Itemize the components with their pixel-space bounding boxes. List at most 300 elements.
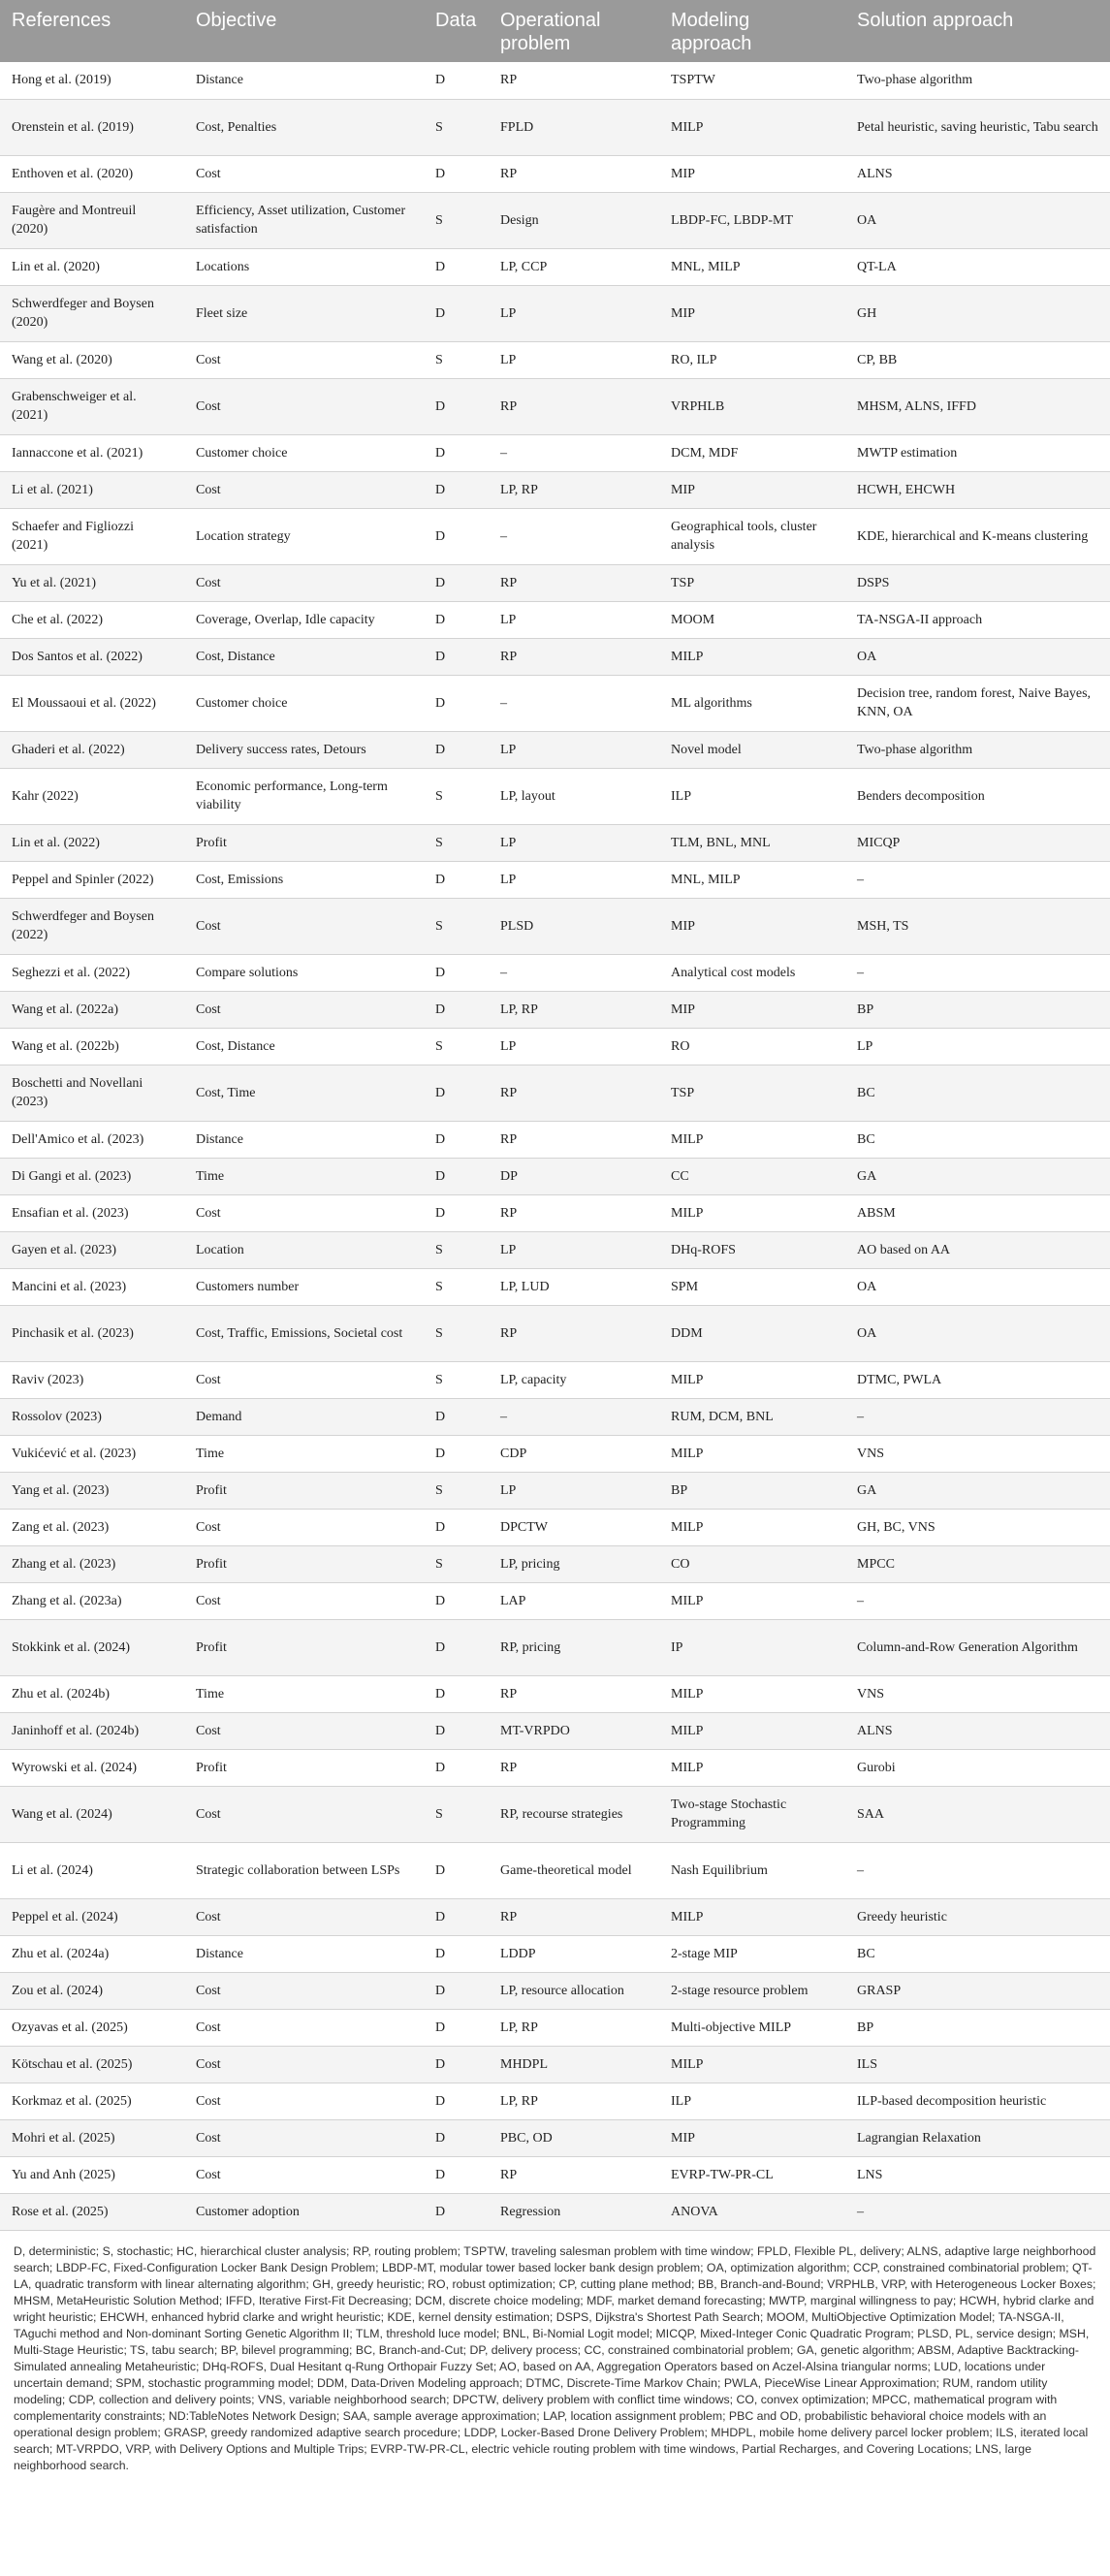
table-row — [0, 192, 1110, 248]
cell-data: S — [424, 1472, 489, 1509]
cell-operational-problem: LP, RP — [489, 2083, 659, 2119]
cell-operational-problem: LP — [489, 601, 659, 638]
cell-reference: Ozyavas et al. (2025) — [0, 2009, 184, 2046]
cell-modeling-approach: MILP — [659, 1582, 845, 1619]
cell-solution-approach: CP, BB — [845, 341, 1110, 378]
cell-solution-approach: MPCC — [845, 1545, 1110, 1582]
header-data: Data — [424, 0, 489, 62]
cell-reference: Wang et al. (2022b) — [0, 1028, 184, 1065]
cell-reference: Faugère and Montreuil (2020) — [0, 192, 184, 248]
cell-data: D — [424, 1398, 489, 1435]
cell-operational-problem: LP — [489, 731, 659, 768]
cell-objective: Cost — [184, 898, 424, 954]
cell-objective: Cost, Distance — [184, 638, 424, 675]
cell-reference: Schwerdfeger and Boysen (2020) — [0, 285, 184, 341]
cell-objective: Profit — [184, 1749, 424, 1786]
cell-modeling-approach: LBDP-FC, LBDP-MT — [659, 192, 845, 248]
table-row — [0, 731, 1110, 768]
cell-reference: Iannaccone et al. (2021) — [0, 434, 184, 471]
table-row — [0, 564, 1110, 601]
cell-solution-approach: GA — [845, 1158, 1110, 1194]
table-row — [0, 675, 1110, 731]
cell-reference: Schwerdfeger and Boysen (2022) — [0, 898, 184, 954]
cell-objective: Cost, Traffic, Emissions, Societal cost — [184, 1305, 424, 1361]
cell-solution-approach: ALNS — [845, 155, 1110, 192]
cell-data: S — [424, 1361, 489, 1398]
cell-modeling-approach: Novel model — [659, 731, 845, 768]
cell-operational-problem: – — [489, 434, 659, 471]
table-row — [0, 1121, 1110, 1158]
cell-reference: Hong et al. (2019) — [0, 62, 184, 99]
table-row — [0, 341, 1110, 378]
cell-objective: Demand — [184, 1398, 424, 1435]
header-references: References — [0, 0, 184, 62]
cell-reference: Peppel et al. (2024) — [0, 1898, 184, 1935]
table-row — [0, 954, 1110, 991]
cell-modeling-approach: VRPHLB — [659, 378, 845, 434]
cell-reference: Mohri et al. (2025) — [0, 2119, 184, 2156]
header-row — [0, 0, 1110, 62]
cell-solution-approach: ABSM — [845, 1194, 1110, 1231]
cell-modeling-approach: TSPTW — [659, 62, 845, 99]
table-row — [0, 1194, 1110, 1231]
cell-reference: Grabenschweiger et al. (2021) — [0, 378, 184, 434]
cell-data: D — [424, 471, 489, 508]
cell-reference: Wang et al. (2024) — [0, 1786, 184, 1842]
cell-data: D — [424, 675, 489, 731]
cell-objective: Cost — [184, 155, 424, 192]
cell-modeling-approach: MIP — [659, 471, 845, 508]
cell-operational-problem: RP — [489, 1121, 659, 1158]
cell-modeling-approach: MILP — [659, 1898, 845, 1935]
cell-data: D — [424, 861, 489, 898]
table-row — [0, 378, 1110, 434]
cell-objective: Cost — [184, 2083, 424, 2119]
table-row — [0, 1545, 1110, 1582]
cell-objective: Compare solutions — [184, 954, 424, 991]
cell-modeling-approach: EVRP-TW-PR-CL — [659, 2156, 845, 2193]
cell-modeling-approach: MOOM — [659, 601, 845, 638]
cell-modeling-approach: RUM, DCM, BNL — [659, 1398, 845, 1435]
cell-objective: Cost — [184, 341, 424, 378]
cell-solution-approach: Gurobi — [845, 1749, 1110, 1786]
cell-modeling-approach: CC — [659, 1158, 845, 1194]
cell-reference: Janinhoff et al. (2024b) — [0, 1712, 184, 1749]
cell-data: D — [424, 155, 489, 192]
cell-data: D — [424, 564, 489, 601]
cell-operational-problem: – — [489, 508, 659, 564]
cell-objective: Cost — [184, 471, 424, 508]
cell-solution-approach: OA — [845, 638, 1110, 675]
cell-data: D — [424, 731, 489, 768]
cell-objective: Customer choice — [184, 434, 424, 471]
cell-solution-approach: Greedy heuristic — [845, 1898, 1110, 1935]
table-row — [0, 248, 1110, 285]
table-row — [0, 898, 1110, 954]
cell-operational-problem: LP, pricing — [489, 1545, 659, 1582]
cell-reference: Zou et al. (2024) — [0, 1972, 184, 2009]
cell-operational-problem: RP — [489, 638, 659, 675]
cell-objective: Profit — [184, 1545, 424, 1582]
cell-operational-problem: RP — [489, 1065, 659, 1121]
table-row — [0, 1435, 1110, 1472]
table-row — [0, 1898, 1110, 1935]
cell-objective: Customer choice — [184, 675, 424, 731]
cell-operational-problem: RP — [489, 1194, 659, 1231]
cell-data: D — [424, 2046, 489, 2083]
table-row — [0, 2083, 1110, 2119]
cell-reference: Stokkink et al. (2024) — [0, 1619, 184, 1675]
cell-reference: Kötschau et al. (2025) — [0, 2046, 184, 2083]
table-row — [0, 1398, 1110, 1435]
cell-operational-problem: LP — [489, 861, 659, 898]
cell-reference: Zang et al. (2023) — [0, 1509, 184, 1545]
cell-operational-problem: LP, RP — [489, 471, 659, 508]
cell-solution-approach: BC — [845, 1935, 1110, 1972]
table-row — [0, 1582, 1110, 1619]
cell-operational-problem: PBC, OD — [489, 2119, 659, 2156]
cell-data: S — [424, 1305, 489, 1361]
cell-data: D — [424, 1582, 489, 1619]
cell-modeling-approach: DDM — [659, 1305, 845, 1361]
cell-objective: Profit — [184, 1619, 424, 1675]
cell-solution-approach: Petal heuristic, saving heuristic, Tabu search — [845, 99, 1110, 155]
cell-objective: Cost — [184, 2119, 424, 2156]
cell-operational-problem: LAP — [489, 1582, 659, 1619]
cell-operational-problem: LP — [489, 824, 659, 861]
cell-data: S — [424, 824, 489, 861]
cell-modeling-approach: MIP — [659, 991, 845, 1028]
cell-reference: Yu et al. (2021) — [0, 564, 184, 601]
cell-reference: Peppel and Spinler (2022) — [0, 861, 184, 898]
table-row — [0, 155, 1110, 192]
table-row — [0, 824, 1110, 861]
table-row — [0, 2046, 1110, 2083]
table-row — [0, 1842, 1110, 1898]
table-row — [0, 1158, 1110, 1194]
table-body — [0, 62, 1110, 2230]
cell-reference: Vukićević et al. (2023) — [0, 1435, 184, 1472]
cell-data: D — [424, 285, 489, 341]
table-row — [0, 1619, 1110, 1675]
cell-modeling-approach: MIP — [659, 2119, 845, 2156]
cell-reference: Seghezzi et al. (2022) — [0, 954, 184, 991]
cell-modeling-approach: MIP — [659, 285, 845, 341]
cell-operational-problem: RP — [489, 1898, 659, 1935]
cell-data: D — [424, 1121, 489, 1158]
cell-operational-problem: DPCTW — [489, 1509, 659, 1545]
cell-objective: Cost, Penalties — [184, 99, 424, 155]
cell-modeling-approach: DHq-ROFS — [659, 1231, 845, 1268]
cell-modeling-approach: IP — [659, 1619, 845, 1675]
cell-reference: Wang et al. (2022a) — [0, 991, 184, 1028]
cell-objective: Customers number — [184, 1268, 424, 1305]
table-row — [0, 1749, 1110, 1786]
cell-data: D — [424, 1675, 489, 1712]
table-row — [0, 2009, 1110, 2046]
cell-objective: Cost — [184, 1194, 424, 1231]
table-row — [0, 1712, 1110, 1749]
cell-data: D — [424, 2193, 489, 2230]
table-row — [0, 471, 1110, 508]
cell-reference: Wyrowski et al. (2024) — [0, 1749, 184, 1786]
cell-solution-approach: TA-NSGA-II approach — [845, 601, 1110, 638]
cell-objective: Strategic collaboration between LSPs — [184, 1842, 424, 1898]
table-row — [0, 1786, 1110, 1842]
cell-data: D — [424, 1509, 489, 1545]
cell-objective: Locations — [184, 248, 424, 285]
header-solution-approach: Solution approach — [845, 0, 1110, 62]
table-row — [0, 434, 1110, 471]
cell-reference: Dell'Amico et al. (2023) — [0, 1121, 184, 1158]
cell-objective: Cost, Time — [184, 1065, 424, 1121]
cell-modeling-approach: Two-stage Stochastic Programming — [659, 1786, 845, 1842]
cell-modeling-approach: MILP — [659, 1435, 845, 1472]
cell-modeling-approach: DCM, MDF — [659, 434, 845, 471]
cell-operational-problem: LP, resource allocation — [489, 1972, 659, 2009]
cell-modeling-approach: MIP — [659, 155, 845, 192]
cell-solution-approach: BP — [845, 2009, 1110, 2046]
cell-modeling-approach: 2-stage MIP — [659, 1935, 845, 1972]
cell-solution-approach: GA — [845, 1472, 1110, 1509]
cell-solution-approach: OA — [845, 192, 1110, 248]
cell-objective: Cost — [184, 1972, 424, 2009]
table-row — [0, 2119, 1110, 2156]
cell-reference: Enthoven et al. (2020) — [0, 155, 184, 192]
header-objective: Objective — [184, 0, 424, 62]
cell-reference: Ghaderi et al. (2022) — [0, 731, 184, 768]
cell-objective: Cost — [184, 1582, 424, 1619]
cell-solution-approach: VNS — [845, 1435, 1110, 1472]
cell-solution-approach: Lagrangian Relaxation — [845, 2119, 1110, 2156]
cell-modeling-approach: MILP — [659, 1509, 845, 1545]
cell-solution-approach: GRASP — [845, 1972, 1110, 2009]
cell-reference: Dos Santos et al. (2022) — [0, 638, 184, 675]
cell-modeling-approach: MILP — [659, 2046, 845, 2083]
table-row — [0, 1675, 1110, 1712]
table-row — [0, 99, 1110, 155]
cell-objective: Cost — [184, 2009, 424, 2046]
cell-objective: Location strategy — [184, 508, 424, 564]
cell-modeling-approach: Multi-objective MILP — [659, 2009, 845, 2046]
cell-data: D — [424, 991, 489, 1028]
cell-data: S — [424, 1231, 489, 1268]
cell-objective: Time — [184, 1675, 424, 1712]
cell-objective: Cost — [184, 1712, 424, 1749]
cell-solution-approach: Two-phase algorithm — [845, 731, 1110, 768]
cell-operational-problem: – — [489, 954, 659, 991]
cell-solution-approach: – — [845, 861, 1110, 898]
cell-data: D — [424, 1194, 489, 1231]
cell-solution-approach: BC — [845, 1121, 1110, 1158]
cell-data: D — [424, 1158, 489, 1194]
cell-objective: Cost, Emissions — [184, 861, 424, 898]
cell-data: S — [424, 1028, 489, 1065]
cell-operational-problem: RP — [489, 1675, 659, 1712]
cell-operational-problem: LDDP — [489, 1935, 659, 1972]
cell-solution-approach: ILS — [845, 2046, 1110, 2083]
cell-data: D — [424, 2009, 489, 2046]
cell-data: D — [424, 1935, 489, 1972]
cell-modeling-approach: TSP — [659, 1065, 845, 1121]
cell-reference: Korkmaz et al. (2025) — [0, 2083, 184, 2119]
cell-reference: Wang et al. (2020) — [0, 341, 184, 378]
cell-solution-approach: Decision tree, random forest, Naive Bayes, KNN, OA — [845, 675, 1110, 731]
cell-modeling-approach: SPM — [659, 1268, 845, 1305]
cell-reference: Ensafian et al. (2023) — [0, 1194, 184, 1231]
cell-objective: Cost — [184, 378, 424, 434]
cell-data: D — [424, 378, 489, 434]
cell-data: D — [424, 248, 489, 285]
cell-modeling-approach: RO — [659, 1028, 845, 1065]
cell-objective: Cost — [184, 2156, 424, 2193]
cell-solution-approach: HCWH, EHCWH — [845, 471, 1110, 508]
cell-modeling-approach: Geographical tools, cluster analysis — [659, 508, 845, 564]
table-row — [0, 638, 1110, 675]
cell-objective: Distance — [184, 62, 424, 99]
cell-operational-problem: LP, CCP — [489, 248, 659, 285]
cell-solution-approach: AO based on AA — [845, 1231, 1110, 1268]
cell-reference: Zhang et al. (2023a) — [0, 1582, 184, 1619]
cell-reference: Zhu et al. (2024b) — [0, 1675, 184, 1712]
table-footnote: D, deterministic; S, stochastic; HC, hierarchical cluster analysis; RP, routing problem; TSPTW, traveling salesman problem with time window; FPLD, Flexible PL, delivery; ALNS, adaptive large neighborhood search; LBDP-FC, Fixed-Configuration Locker Bank Design Problem; LBDP-MT, modular tower based locker bank design problem; OA, optimization algorithm; CCP, constrained combinatorial problem; QT-LA, quadratic transform with linear alternating algorithm; GH, greedy heuristic; RO, robust optimization; CP, cutting plane method; BB, Branch-and-Bound; VRPHLB, VRP, with Heterogeneous Locker Boxes; MHSM, MetaHeuristic Solution Method; IFFD, Iterative First-Fit Decreasing; DCM, discrete choice modeling; MDF, market demand forecasting; MWTP, marginal willingness to pay; HCWH, hybrid clarke and wright heuristic; EHCWH, enhanced hybrid clarke and wright heuristic; KDE, kernel density estimation; DSPS, Dijkstra's Shortest Path Search; MOOM, MultiObjective Optimization Model; TA-NSGA-II, TAguchi method and Non-dominant Sorting Genetic Algorithm II; TLM, threshold luce model; BNL, Bi-Nomial Logit model; MICQP, Mixed-Integer Conic Quadratic Program; PLSD, PL, service design; MSH, Multi-Stage Heuristic; TS, tabu search; BP, bilevel programming; BC, Branch-and-Cut; DP, delivery process; CC, constrained combinatorial problem; GA, genetic algorithm; ABSM, Adaptive Backtracking-Simulated annealing Metaheuristic; DHq-ROFS, Dual Hesitant q-Rung Orthopair Fuzzy Set; AO, based on AA, Aggregation Operators based on Aczel-Alsina triangular norms; LUD, locations under uncertain demand; SPM, stochastic programming model; DDM, Data-Driven Modeling approach; DTMC, Discrete-Time Markov Chain; PWLA, PieceWise Linear Approximation; RUM, random utility modeling; CDP, collection and delivery points; VNS, variable neighborhood search; DPCTW, delivery problem with conflict time windows; CO, convex optimization; MPCC, mathematical program with complementarity constraints; ND:TableNotes Network Design; SAA, sample average approximation; LAP, location assignment problem; PBC and OD, probabilistic behavioral choice models with an operational design problem; GRASP, greedy randomized adaptive search procedure; LDDP, Locker-Based Drone Delivery Problem; MHDPL, mobile home delivery parcel locker problem; ILS, iterated local search; MT-VRPDO, VRP, with Delivery Options and Multiple Trips; EVRP-TW-PR-CL, electric vehicle routing problem with time windows, Partial Recharges, and Covering Locations; LNS, large neighborhood search. — [14, 2243, 1096, 2472]
cell-operational-problem: PLSD — [489, 898, 659, 954]
cell-reference: Zhu et al. (2024a) — [0, 1935, 184, 1972]
table-row — [0, 991, 1110, 1028]
cell-data: D — [424, 1712, 489, 1749]
cell-data: S — [424, 898, 489, 954]
cell-objective: Time — [184, 1435, 424, 1472]
cell-modeling-approach: TLM, BNL, MNL — [659, 824, 845, 861]
cell-solution-approach: BP — [845, 991, 1110, 1028]
cell-operational-problem: MT-VRPDO — [489, 1712, 659, 1749]
cell-data: S — [424, 1786, 489, 1842]
table-row — [0, 1472, 1110, 1509]
cell-objective: Cost, Distance — [184, 1028, 424, 1065]
cell-solution-approach: OA — [845, 1268, 1110, 1305]
cell-operational-problem: LP, LUD — [489, 1268, 659, 1305]
cell-reference: Di Gangi et al. (2023) — [0, 1158, 184, 1194]
cell-operational-problem: RP — [489, 2156, 659, 2193]
cell-solution-approach: DSPS — [845, 564, 1110, 601]
cell-objective: Cost — [184, 1509, 424, 1545]
cell-operational-problem: DP — [489, 1158, 659, 1194]
cell-modeling-approach: 2-stage resource problem — [659, 1972, 845, 2009]
cell-solution-approach: OA — [845, 1305, 1110, 1361]
cell-objective: Profit — [184, 824, 424, 861]
cell-objective: Coverage, Overlap, Idle capacity — [184, 601, 424, 638]
cell-solution-approach: MSH, TS — [845, 898, 1110, 954]
cell-data: D — [424, 638, 489, 675]
cell-modeling-approach: ILP — [659, 2083, 845, 2119]
cell-data: S — [424, 341, 489, 378]
cell-operational-problem: RP — [489, 155, 659, 192]
cell-objective: Distance — [184, 1121, 424, 1158]
cell-objective: Profit — [184, 1472, 424, 1509]
cell-objective: Distance — [184, 1935, 424, 1972]
cell-data: D — [424, 2156, 489, 2193]
cell-data: D — [424, 1842, 489, 1898]
cell-data: S — [424, 99, 489, 155]
cell-operational-problem: LP — [489, 1028, 659, 1065]
cell-reference: Lin et al. (2022) — [0, 824, 184, 861]
table-row — [0, 62, 1110, 99]
cell-data: D — [424, 1065, 489, 1121]
cell-modeling-approach: MILP — [659, 1712, 845, 1749]
cell-solution-approach: MHSM, ALNS, IFFD — [845, 378, 1110, 434]
cell-data: D — [424, 508, 489, 564]
table-row — [0, 2193, 1110, 2230]
cell-operational-problem: LP, layout — [489, 768, 659, 824]
cell-modeling-approach: Analytical cost models — [659, 954, 845, 991]
cell-solution-approach: ILP-based decomposition heuristic — [845, 2083, 1110, 2119]
cell-solution-approach: – — [845, 1398, 1110, 1435]
cell-modeling-approach: MIP — [659, 898, 845, 954]
cell-operational-problem: LP, RP — [489, 991, 659, 1028]
table-row — [0, 768, 1110, 824]
cell-objective: Time — [184, 1158, 424, 1194]
table-row — [0, 1972, 1110, 2009]
cell-solution-approach: – — [845, 2193, 1110, 2230]
cell-operational-problem: LP, RP — [489, 2009, 659, 2046]
cell-operational-problem: LP — [489, 341, 659, 378]
cell-data: D — [424, 1749, 489, 1786]
cell-reference: Gayen et al. (2023) — [0, 1231, 184, 1268]
cell-objective: Cost — [184, 2046, 424, 2083]
cell-reference: Rose et al. (2025) — [0, 2193, 184, 2230]
cell-solution-approach: – — [845, 954, 1110, 991]
table-row — [0, 601, 1110, 638]
cell-data: D — [424, 954, 489, 991]
cell-data: D — [424, 2119, 489, 2156]
cell-operational-problem: RP — [489, 378, 659, 434]
cell-modeling-approach: ANOVA — [659, 2193, 845, 2230]
cell-modeling-approach: TSP — [659, 564, 845, 601]
cell-modeling-approach: MILP — [659, 1749, 845, 1786]
cell-operational-problem: CDP — [489, 1435, 659, 1472]
cell-reference: Schaefer and Figliozzi (2021) — [0, 508, 184, 564]
cell-reference: Lin et al. (2020) — [0, 248, 184, 285]
cell-solution-approach: BC — [845, 1065, 1110, 1121]
cell-objective: Fleet size — [184, 285, 424, 341]
cell-data: S — [424, 1268, 489, 1305]
cell-data: D — [424, 2083, 489, 2119]
cell-solution-approach: GH, BC, VNS — [845, 1509, 1110, 1545]
cell-modeling-approach: Nash Equilibrium — [659, 1842, 845, 1898]
cell-modeling-approach: CO — [659, 1545, 845, 1582]
cell-operational-problem: RP — [489, 1305, 659, 1361]
cell-modeling-approach: MILP — [659, 1121, 845, 1158]
cell-reference: Kahr (2022) — [0, 768, 184, 824]
cell-objective: Cost — [184, 564, 424, 601]
cell-operational-problem: – — [489, 675, 659, 731]
cell-modeling-approach: BP — [659, 1472, 845, 1509]
table-row — [0, 508, 1110, 564]
header-operational-problem: Operational problem — [489, 0, 659, 62]
cell-data: D — [424, 1435, 489, 1472]
cell-objective: Delivery success rates, Detours — [184, 731, 424, 768]
table-row — [0, 861, 1110, 898]
cell-solution-approach: Benders decomposition — [845, 768, 1110, 824]
cell-objective: Cost — [184, 1786, 424, 1842]
cell-data: S — [424, 1545, 489, 1582]
table-row — [0, 2156, 1110, 2193]
cell-operational-problem: Design — [489, 192, 659, 248]
cell-reference: Boschetti and Novellani (2023) — [0, 1065, 184, 1121]
cell-reference: Che et al. (2022) — [0, 601, 184, 638]
table-row — [0, 1028, 1110, 1065]
cell-solution-approach: LNS — [845, 2156, 1110, 2193]
